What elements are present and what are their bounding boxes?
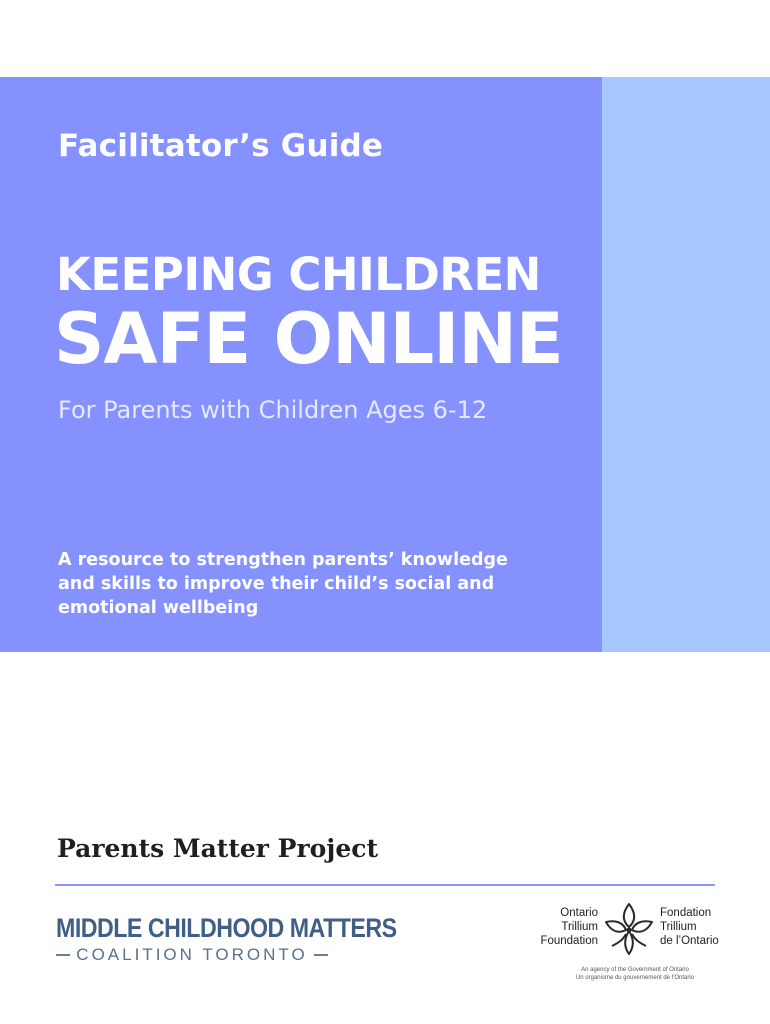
- otf-name-french: [660, 906, 740, 948]
- mcm-rule-left: [56, 954, 70, 956]
- mcm-rule-right: [314, 954, 328, 956]
- otf-agency-en: An agency of the Government of Ontario: [581, 967, 689, 973]
- title-line-1: KEEPING CHILDREN: [56, 248, 541, 301]
- guide-label: Facilitator’s Guide: [58, 128, 384, 164]
- mcm-subtitle-text: COALITION TORONTO: [76, 945, 308, 964]
- otf-agency-fr: Un organisme du gouvernement de l’Ontario: [575, 975, 695, 981]
- otf-name-english: [534, 906, 598, 948]
- blurb: A resource to strengthen parents’ knowledge and skills to improve their child’s social and emotional wellbeing: [58, 550, 508, 618]
- otf-en-line-1: Ontario: [560, 907, 598, 919]
- otf-agency-text: [560, 966, 710, 982]
- title-line-2: SAFE ONLINE: [54, 298, 563, 380]
- subtitle: For Parents with Children Ages 6-12: [58, 396, 488, 424]
- mcm-logo-subtitle: [56, 945, 328, 965]
- otf-fr-line-1: Fondation: [660, 907, 712, 919]
- otf-fr-line-2: Trillium: [660, 921, 697, 933]
- project-title: Parents Matter Project: [57, 834, 379, 863]
- mcm-logo-title: MIDDLE CHILDHOOD MATTERS: [56, 913, 397, 943]
- cover-side-band: [602, 77, 770, 652]
- otf-fr-line-3: de l’Ontario: [660, 935, 719, 947]
- otf-en-line-3: Foundation: [540, 935, 598, 947]
- divider: [55, 884, 715, 886]
- otf-en-line-2: Trillium: [561, 921, 598, 933]
- trillium-flower-icon: [602, 900, 656, 958]
